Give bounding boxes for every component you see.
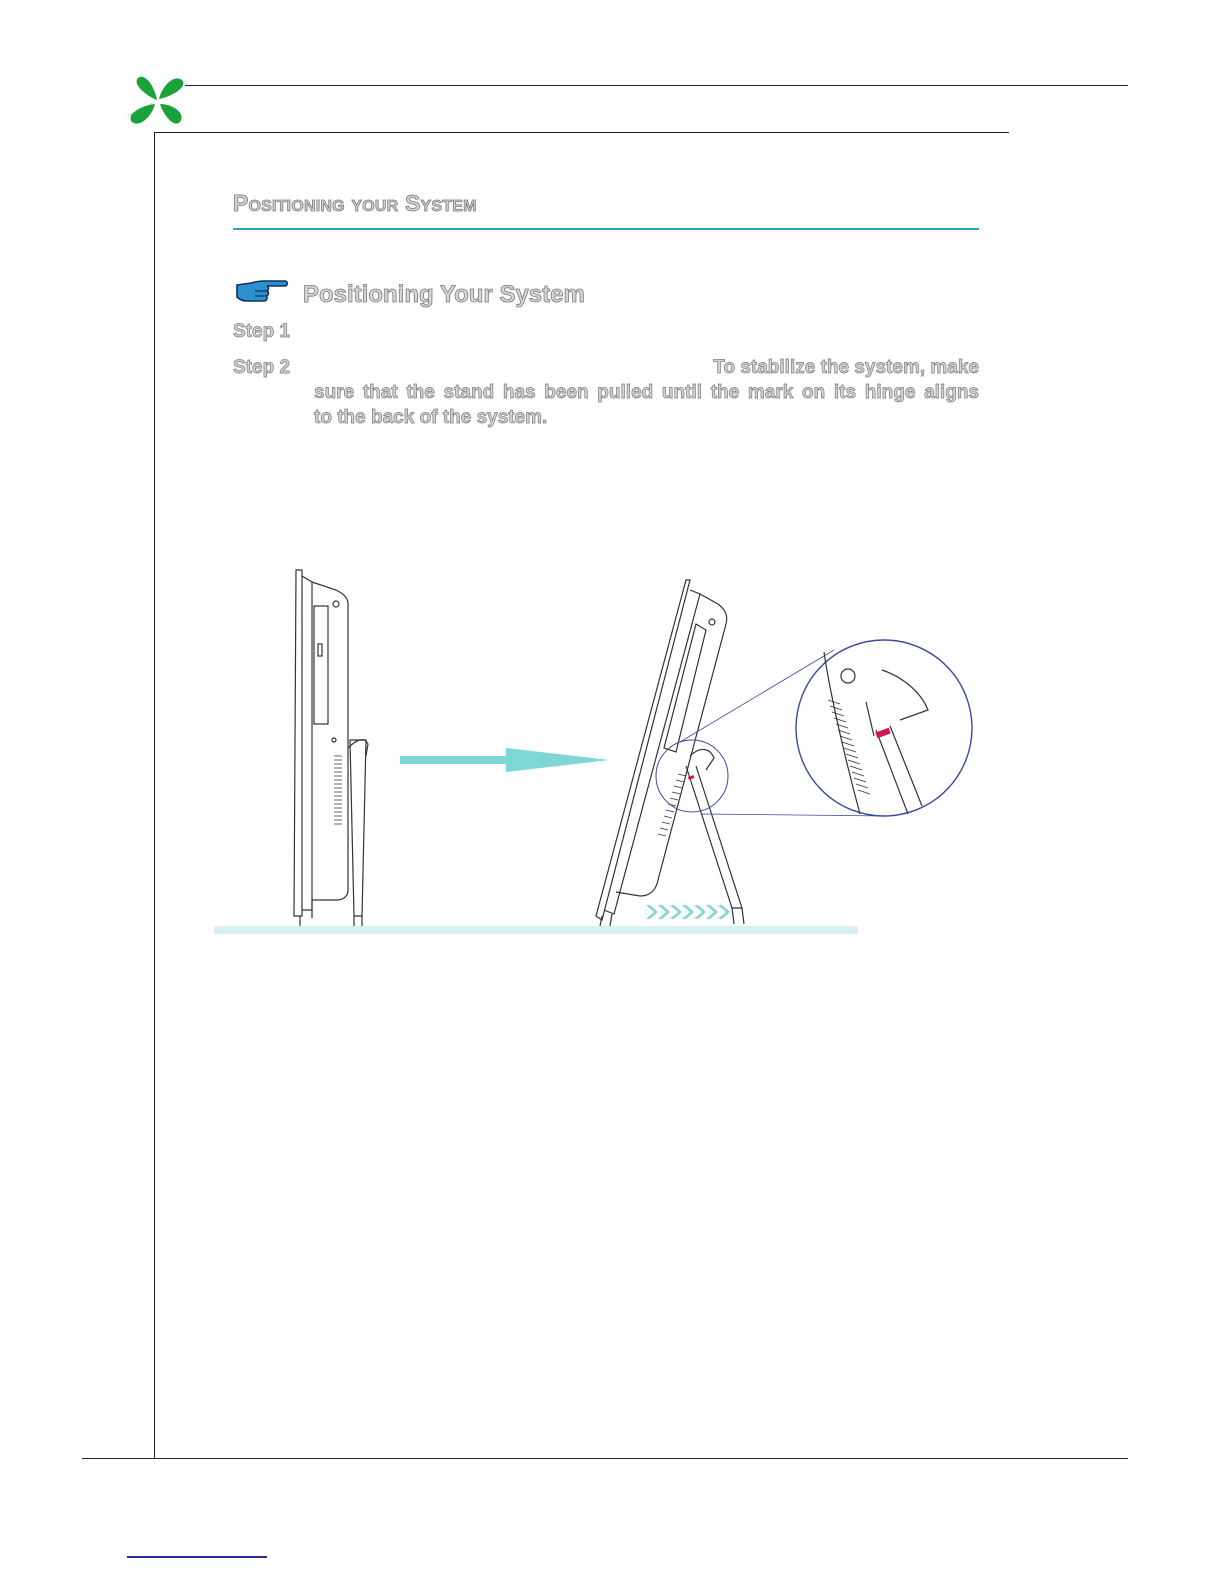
step-1-label: Step 1 [233, 321, 291, 342]
step-2-text-line3: to the back of the system. [314, 407, 548, 428]
slide-direction-chevrons [646, 905, 730, 919]
subsection-title: Positioning Your System [303, 281, 585, 308]
content-top-rule [155, 132, 1009, 133]
header-rule [185, 85, 1128, 86]
footer-rule [82, 1458, 1128, 1459]
step-2-text-line1: To stabilize the system, make [713, 357, 979, 378]
system-stand-positioning-illustration [200, 560, 1000, 950]
transition-arrow [400, 748, 610, 772]
msi-clover-logo-icon [124, 74, 190, 130]
pointing-hand-icon [233, 277, 289, 307]
content-left-rule [154, 132, 155, 1459]
step-2-label: Step 2 [233, 357, 291, 378]
section-title-text: Positioning your System [233, 190, 477, 216]
section-title [233, 190, 979, 230]
footer-link-underline[interactable] [127, 1556, 267, 1558]
floor-line [214, 926, 858, 934]
zoom-detail-circle [796, 640, 972, 816]
step-2-text-line2: sure that the stand has been pulled until the mark on its hinge aligns [314, 382, 979, 403]
system-side-view-upright [294, 570, 368, 926]
system-side-view-tilted [596, 580, 744, 926]
